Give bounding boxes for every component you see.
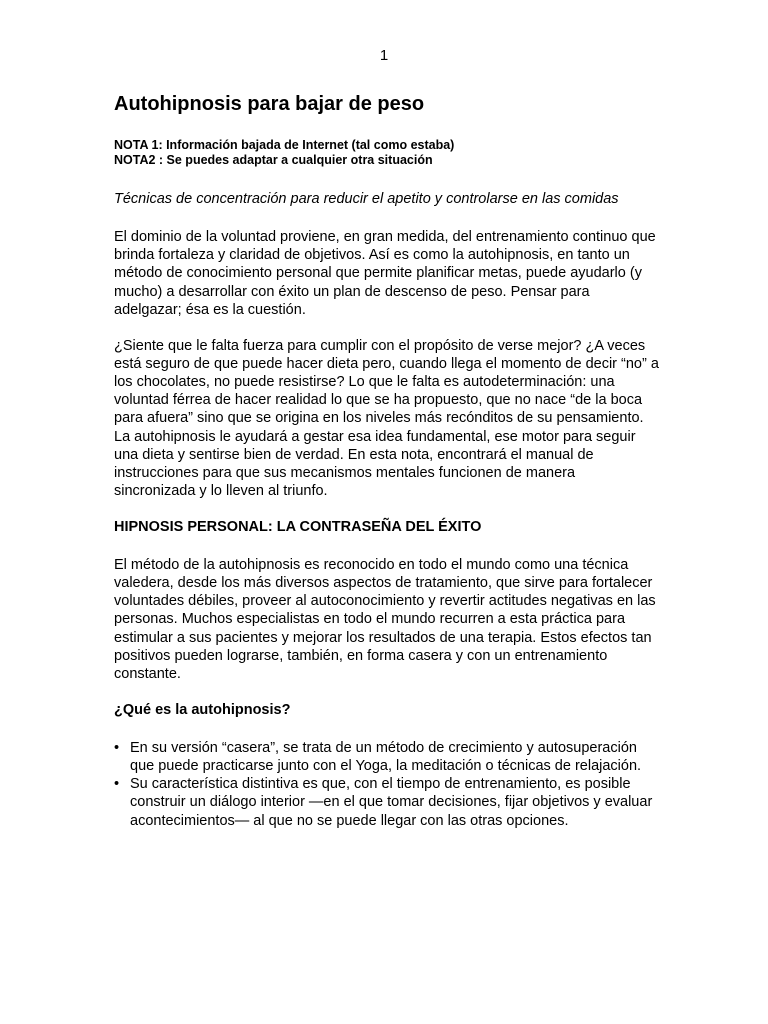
- document-subtitle: Técnicas de concentración para reducir el apetito y controlarse en las comidas: [114, 191, 619, 207]
- note-1: NOTA 1: Información bajada de Internet (tal como estaba): [114, 138, 455, 152]
- document-body: [114, 91, 659, 830]
- bullet-marker: •: [114, 739, 120, 756]
- question-heading: ¿Qué es la autohipnosis?: [114, 701, 291, 718]
- list-item: [114, 739, 659, 775]
- intro-paragraph-1: El dominio de la voluntad proviene, en gran medida, del entrenamiento continuo que brinda fortaleza y claridad de objetivos. Así es como la autohipnosis, en tanto un método de conocimiento personal que permite planificar metas, puede ayudarlo (y mucho) a desarrollar con éxito un plan de descenso de peso. Pensar para adelgazar; ésa es la cuestión.: [114, 229, 656, 318]
- document-title: Autohipnosis para bajar de peso: [114, 93, 425, 115]
- bullet-marker: •: [114, 776, 120, 793]
- intro-paragraph-2: ¿Siente que le falta fuerza para cumplir con el propósito de verse mejor? ¿A veces está seguro de que puede hacer dieta pero, cuando llega el momento de decir “no” a los chocolates, no puede resistirse? Lo que le falta es autodeterminación: una voluntad férrea de hacer realidad lo que se ha propuesto, que no nace “de la boca para afuera” sino que se origina en los niveles más recónditos de su pensamiento. La autohipnosis le ayudará a gestar esa idea fundamental, ese motor para seguir una dieta y sentirse bien de verdad. En esta nota, encontrará el manual de instrucciones para que sus mecanismos mentales funcionen de manera sincronizada y lo lleven al triunfo.: [114, 337, 659, 500]
- notes-block: [114, 138, 659, 168]
- list-item: [114, 775, 659, 830]
- section-paragraph: El método de la autohipnosis es reconocido en todo el mundo como una técnica valedera, desde los más diversos aspectos de tratamiento, que sirve para fortalecer voluntades débiles, proveer al autoconocimiento y revertir actitudes negativas en las personas. Muchos especialistas en todo el mundo recurren a esta práctica para estimular a sus pacientes y mejorar los resultados de una terapia. Estos efectos tan positivos pueden lograrse, también, en forma casera y con un entrenamiento constante.: [114, 556, 656, 683]
- page-number: 1: [379, 47, 389, 64]
- section-heading: HIPNOSIS PERSONAL: LA CONTRASEÑA DEL ÉXITO: [114, 518, 482, 535]
- list-item-text: En su versión “casera”, se trata de un método de crecimiento y autosuperación que puede practicarse junto con el Yoga, la meditación o técnicas de relajación.: [130, 739, 642, 774]
- bullet-list: [114, 739, 659, 830]
- note-2: NOTA2 : Se puedes adaptar a cualquier otra situación: [114, 153, 433, 167]
- list-item-text: Su característica distintiva es que, con el tiempo de entrenamiento, es posible construir un diálogo interior —en el que tomar decisiones, fijar objetivos y evaluar acontecimientos— al que no se puede llegar con las otras opciones.: [130, 776, 653, 829]
